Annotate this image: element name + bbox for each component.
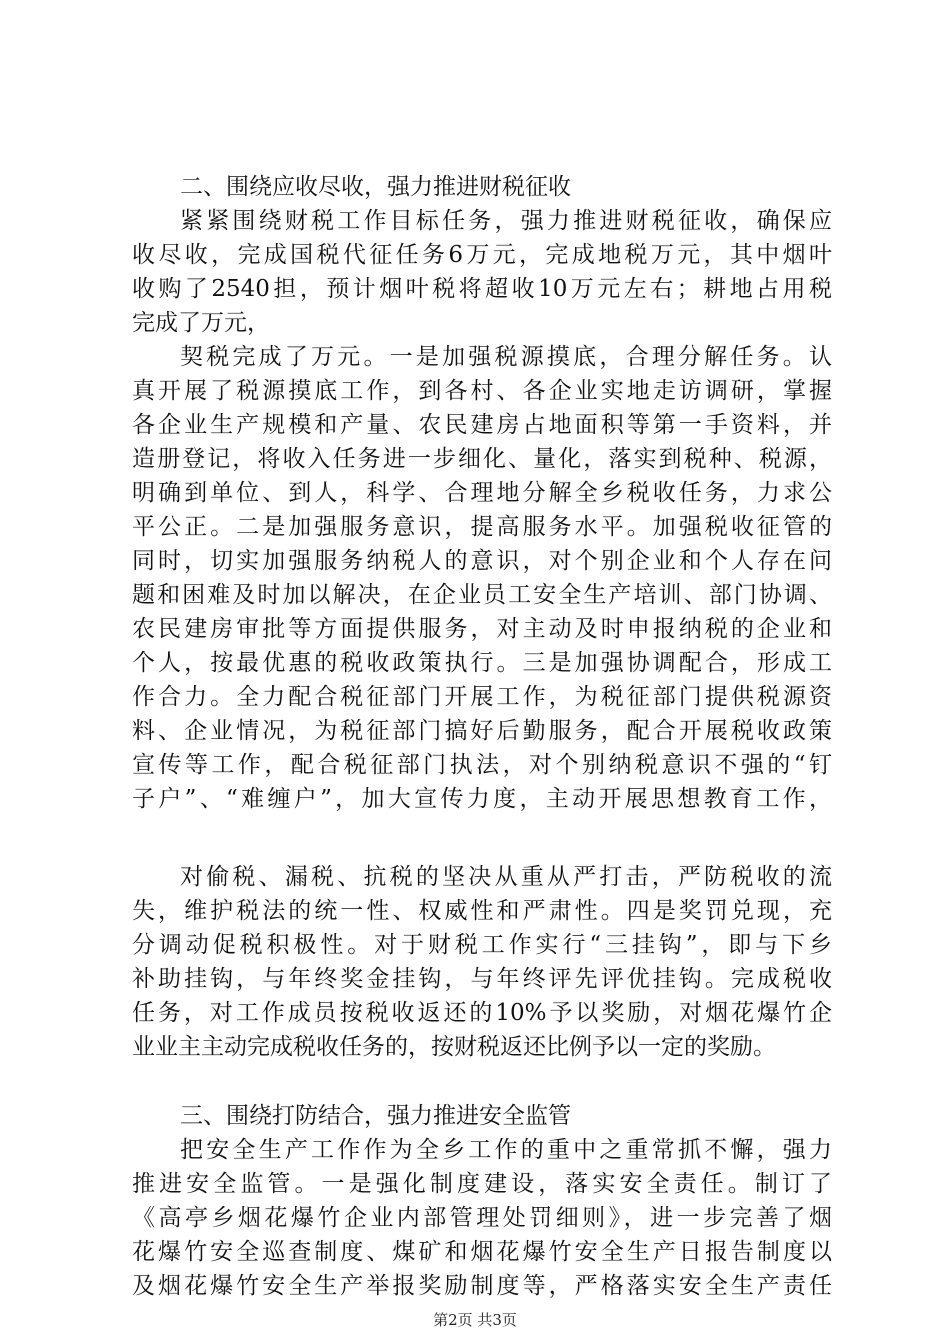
paragraph-line: 任务，对工作成员按税收返还的10%予以奖励，对烟花爆竹企 — [132, 1000, 832, 1026]
paragraph-line: 推进安全监管。一是强化制度建设，落实安全责任。制订了 — [132, 1171, 832, 1197]
paragraph-line: 补助挂钩，与年终奖金挂钩，与年终评先评优挂钩。完成税收 — [132, 966, 832, 992]
paragraph-line: 把安全生产工作作为全乡工作的重中之重常抓不懈，强力 — [180, 1137, 832, 1163]
paragraph-line: 分调动促税积极性。对于财税工作实行“三挂钩”，即与下乡 — [132, 932, 832, 958]
paragraph-line: 《高亭乡烟花爆竹企业内部管理处罚细则》，进一步完善了烟 — [132, 1205, 832, 1231]
paragraph-line: 明确到单位、到人，科学、合理地分解全乡税收任务，力求公 — [132, 480, 832, 506]
paragraph-line: 宣传等工作，配合税征部门执法，对个别纳税意识不强的“钉 — [132, 752, 832, 778]
paragraph-line: 及烟花爆竹安全生产举报奖励制度等，严格落实安全生产责任 — [132, 1273, 832, 1299]
paragraph-line: 失，维护税法的统一性、权威性和严肃性。四是奖罚兑现，充 — [132, 898, 832, 924]
paragraph-line: 花爆竹安全巡查制度、煤矿和烟花爆竹安全生产日报告制度以 — [132, 1239, 832, 1265]
paragraph-line: 对偷税、漏税、抗税的坚决从重从严打击，严防税收的流 — [180, 864, 832, 890]
paragraph-line: 题和困难及时加以解决，在企业员工安全生产培训、部门协调、 — [132, 582, 832, 608]
paragraph-line: 作合力。全力配合税征部门开展工作，为税征部门提供税源资 — [132, 684, 832, 710]
paragraph-line: 造册登记，将收入任务进一步细化、量化，落实到税种、税源， — [132, 446, 832, 472]
paragraph-line: 子户”、“难缠户”，加大宣传力度，主动开展思想教育工作， — [132, 786, 832, 812]
paragraph-line: 收购了2540担，预计烟叶税将超收10万元左右；耕地占用税 — [132, 276, 832, 302]
section-heading: 三、围绕打防结合，强力推进安全监管 — [180, 1103, 571, 1129]
paragraph-line: 各企业生产规模和产量、农民建房占地面积等第一手资料，并 — [132, 412, 832, 438]
paragraph-line: 料、企业情况，为税征部门搞好后勤服务，配合开展税收政策 — [132, 718, 832, 744]
section-heading: 二、围绕应收尽收，强力推进财税征收 — [180, 174, 571, 200]
paragraph-line: 契税完成了万元。一是加强税源摸底，合理分解任务。认 — [180, 344, 832, 370]
paragraph-line: 同时，切实加强服务纳税人的意识，对个别企业和个人存在问 — [132, 548, 832, 574]
paragraph-line: 紧紧围绕财税工作目标任务，强力推进财税征收，确保应 — [180, 208, 832, 234]
paragraph-line: 完成了万元， — [132, 310, 270, 336]
paragraph-line: 业业主主动完成税收任务的，按财税返还比例予以一定的奖励。 — [132, 1034, 776, 1060]
paragraph-line: 农民建房审批等方面提供服务，对主动及时申报纳税的企业和 — [132, 616, 832, 642]
page-number: 第2页 共3页 — [433, 1311, 517, 1329]
paragraph-line: 平公正。二是加强服务意识，提高服务水平。加强税收征管的 — [132, 514, 832, 540]
paragraph-line: 真开展了税源摸底工作，到各村、各企业实地走访调研，掌握 — [132, 378, 832, 404]
paragraph-line: 收尽收，完成国税代征任务6万元，完成地税万元，其中烟叶 — [132, 242, 832, 268]
paragraph-line: 个人，按最优惠的税收政策执行。三是加强协调配合，形成工 — [132, 650, 832, 676]
